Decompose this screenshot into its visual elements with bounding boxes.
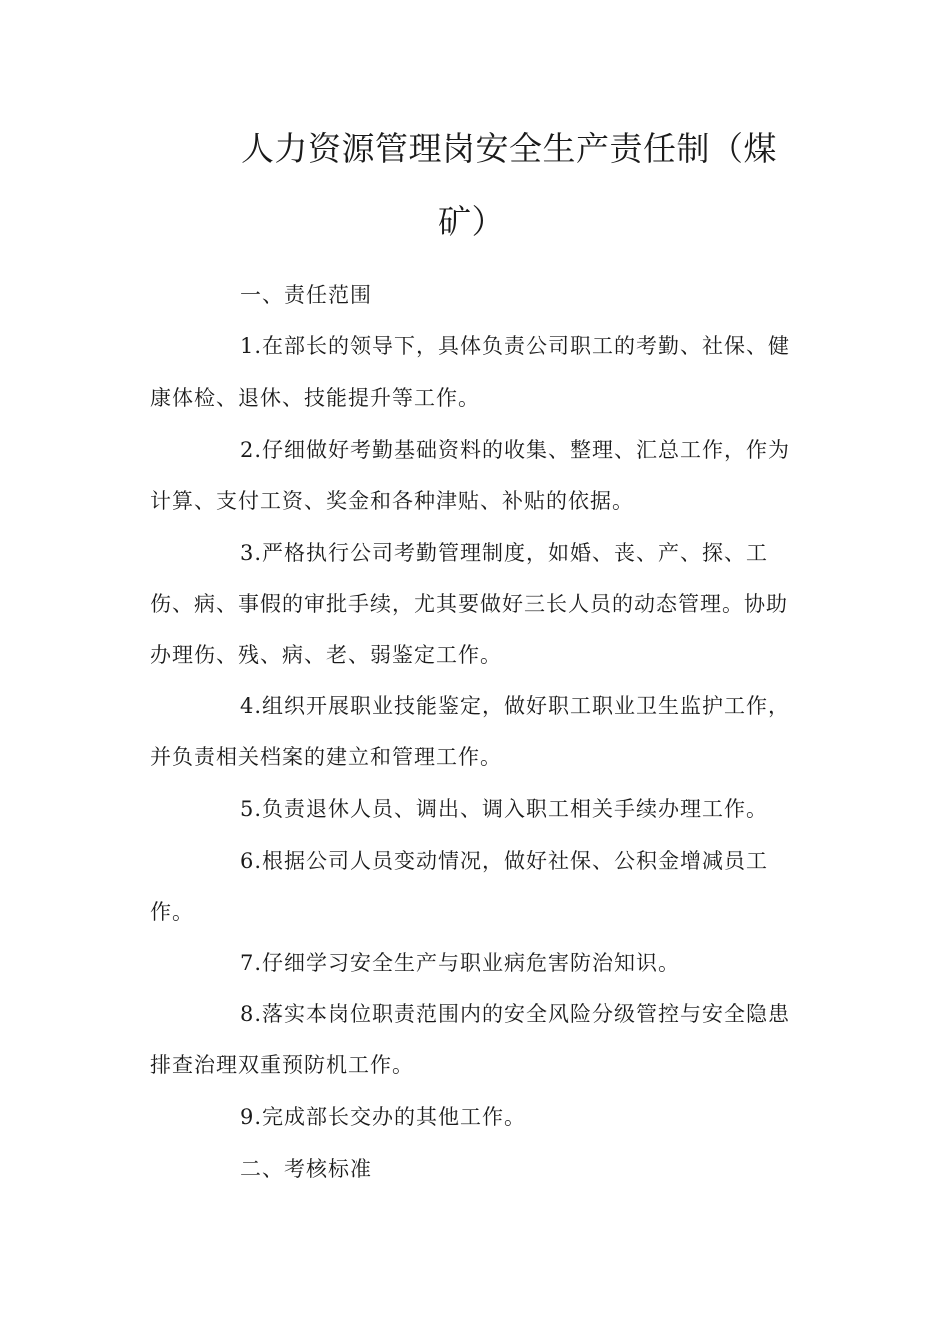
item-2-line-1: 2.仔细做好考勤基础资料的收集、整理、汇总工作，作为 bbox=[240, 438, 791, 462]
item-3-line-1: 3.严格执行公司考勤管理制度，如婚、丧、产、探、工 bbox=[240, 541, 769, 565]
item-8-line-1: 8.落实本岗位职责范围内的安全风险分级管控与安全隐患 bbox=[240, 1002, 791, 1026]
section-heading-assessment: 二、考核标准 bbox=[240, 1157, 372, 1181]
item-9-line-1: 9.完成部长交办的其他工作。 bbox=[240, 1105, 527, 1129]
item-6-line-2: 作。 bbox=[150, 900, 194, 924]
item-2-line-2: 计算、支付工资、奖金和各种津贴、补贴的依据。 bbox=[150, 489, 634, 513]
item-7-line-1: 7.仔细学习安全生产与职业病危害防治知识。 bbox=[240, 951, 681, 975]
item-4-line-1: 4.组织开展职业技能鉴定，做好职工职业卫生监护工作， bbox=[240, 694, 791, 718]
item-3-line-3: 办理伤、残、病、老、弱鉴定工作。 bbox=[150, 643, 502, 667]
section-heading-scope: 一、责任范围 bbox=[240, 283, 372, 307]
item-3-line-2: 伤、病、事假的审批手续，尤其要做好三长人员的动态管理。协助 bbox=[150, 592, 788, 616]
item-5-line-1: 5.负责退休人员、调出、调入职工相关手续办理工作。 bbox=[240, 797, 769, 821]
document-title-line-2: 矿） bbox=[438, 202, 505, 241]
document-title-line-1: 人力资源管理岗安全生产责任制（煤 bbox=[241, 129, 777, 168]
item-8-line-2: 排查治理双重预防机工作。 bbox=[150, 1053, 414, 1077]
item-4-line-2: 并负责相关档案的建立和管理工作。 bbox=[150, 745, 502, 769]
item-1-line-2: 康体检、退休、技能提升等工作。 bbox=[150, 386, 480, 410]
item-1-line-1: 1.在部长的领导下，具体负责公司职工的考勤、社保、健 bbox=[240, 334, 791, 358]
item-6-line-1: 6.根据公司人员变动情况，做好社保、公积金增减员工 bbox=[240, 849, 769, 873]
